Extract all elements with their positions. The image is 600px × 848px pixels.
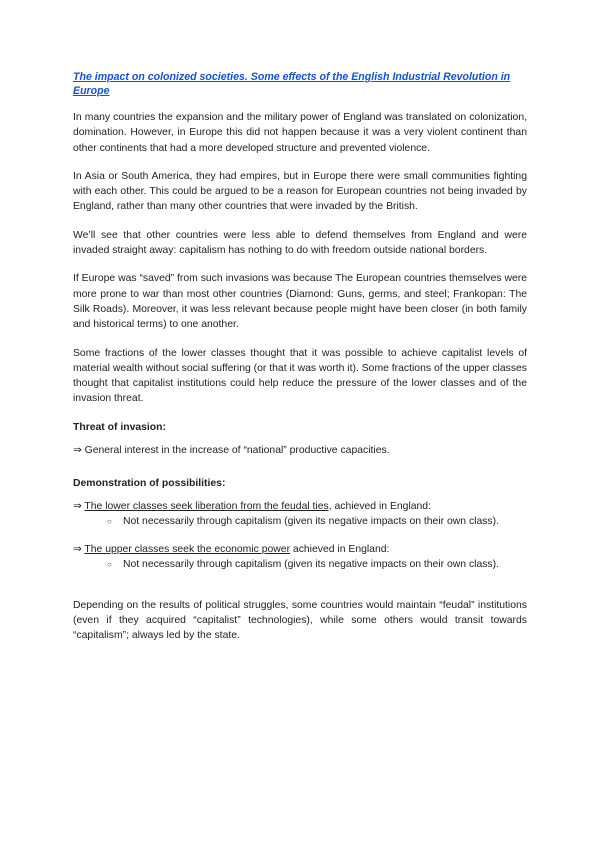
demonstration-item-2-bullet	[107, 557, 527, 572]
demonstration-item-2	[73, 542, 527, 557]
threat-text: General interest in the increase of “national” productive capacities.	[84, 444, 390, 456]
paragraph-2: In Asia or South America, they had empires, but in Europe there were small communities fighting with each other. This could be argued to be a reason for European countries not being invaded by England, rather than many other countries that were invaded by the British.	[73, 170, 527, 213]
demonstration-item-1-bullet	[107, 514, 527, 529]
document-title: The impact on colonized societies. Some effects of the English Industrial Revolution in Europe	[73, 71, 511, 97]
threat-line	[73, 443, 527, 458]
arrow-icon: ⇒	[73, 543, 82, 555]
threat-heading: Threat of invasion:	[73, 421, 166, 433]
demonstration-item-1-rest: achieved in England:	[331, 500, 431, 512]
bullet-text: Not necessarily through capitalism (given its negative impacts on their own class).	[123, 515, 499, 527]
demonstration-item-2-rest: achieved in England:	[290, 543, 390, 555]
demonstration-item-2-underlined: The upper classes seek the economic power	[84, 543, 291, 555]
bullet-text: Not necessarily through capitalism (given its negative impacts on their own class).	[123, 558, 499, 570]
arrow-icon: ⇒	[73, 500, 82, 512]
arrow-icon: ⇒	[73, 444, 82, 456]
demonstration-item-1-underlined: The lower classes seek liberation from the feudal ties,	[84, 500, 332, 512]
hollow-bullet-icon: ○	[107, 516, 112, 526]
paragraph-4: If Europe was “saved” from such invasions was because The European countries themselves were more prone to war than most other countries (Diamond: Guns, germs, and steel; Frankopan: The Silk Roads). Moreover, it was less relevant because people might have been closer (in both family and historical terms) to one another.	[73, 273, 527, 331]
paragraph-3: We’ll see that other countries were less able to defend themselves from England and were invaded straight away: capitalism has nothing to do with freedom outside national borders.	[73, 229, 527, 257]
paragraph-5: Some fractions of the lower classes thought that it was possible to achieve capitalist levels of material wealth without social suffering (or that it was worth it). Some fractions of the upper classes thought that capitalist institutions could help reduce the pressure of the lower classes and of the invasion threat.	[73, 347, 527, 405]
demonstration-item-1	[73, 499, 527, 514]
hollow-bullet-icon: ○	[107, 559, 112, 569]
demonstration-heading: Demonstration of possibilities:	[73, 477, 226, 489]
paragraph-1: In many countries the expansion and the military power of England was translated on colonization, domination. However, in Europe this did not happen because it was a very violent continent than other continents that had a more developed structure and prevented violence.	[73, 112, 527, 154]
conclusion-paragraph: Depending on the results of political struggles, some countries would maintain “feudal” institutions (even if they acquired “capitalist” technologies), while some others would transit towards “capitalism”; always led by the state.	[73, 599, 527, 642]
